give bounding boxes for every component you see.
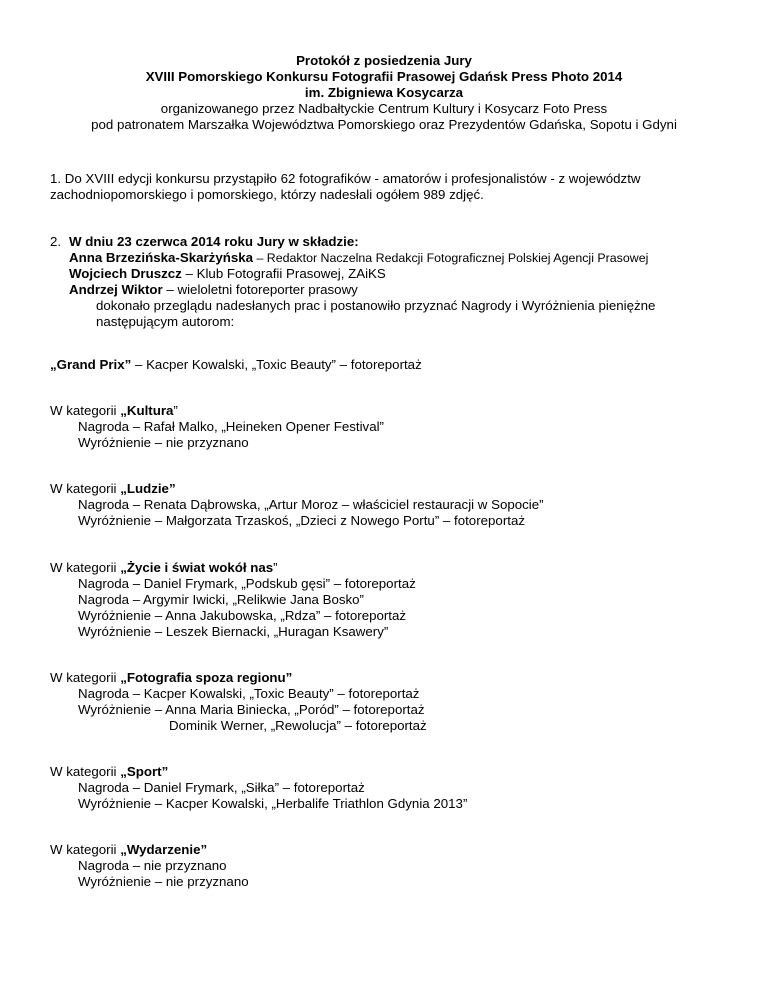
jury-name-3: Andrzej Wiktor [69, 282, 163, 297]
award-entry: Wyróżnienie – Leszek Biernacki, „Huragan Ksawery” [78, 624, 389, 639]
jury-name-1: Anna Brzezińska-Skarżyńska [69, 250, 254, 265]
award-entry-continued: Dominik Werner, „Rewolucja” – fotoreportaż [169, 718, 427, 733]
award-entry: Nagroda – Kacper Kowalski, „Toxic Beauty” – fotoreportaż [78, 686, 420, 701]
para2-number: 2. [50, 234, 62, 249]
para2-intro: W dniu 23 czerwca 2014 roku Jury w składzie: [69, 234, 359, 249]
award-entry: Wyróżnienie – Małgorzata Trzaskoś, „Dzieci z Nowego Portu” – fotoreportaż [78, 513, 525, 528]
patronage-line: pod patronatem Marszałka Województwa Pomorskiego oraz Prezydentów Gdańska, Sopotu i Gdyni [91, 117, 677, 132]
category-heading-spoza-regionu [50, 670, 292, 686]
award-entry: Wyróżnienie – Anna Maria Biniecka, „Poród” – fotoreportaż [78, 702, 425, 717]
award-entry: Nagroda – Daniel Frymark, „Podskub gęsi” – fotoreportaż [78, 576, 416, 591]
grand-prix [50, 357, 422, 373]
title-line-2: XVIII Pomorskiego Konkursu Fotografii Prasowej Gdańsk Press Photo 2014 [145, 69, 623, 84]
category-prefix: W kategorii [50, 670, 121, 685]
category-heading-kultura [50, 403, 178, 419]
category-name: „Ludzie” [120, 481, 176, 496]
title-line-3: im. Zbigniewa Kosycarza [304, 85, 464, 100]
category-heading-wydarzenie [50, 842, 207, 858]
award-entry: Nagroda – Renata Dąbrowska, „Artur Moroz – właściciel restauracji w Sopocie” [78, 497, 544, 512]
award-entry: Nagroda – Rafał Malko, „Heineken Opener Festival” [78, 419, 384, 434]
award-entry: Nagroda – nie przyznano [78, 858, 227, 873]
jury-role-3: – wieloletni fotoreporter prasowy [162, 282, 358, 297]
award-entry: Nagroda – Daniel Frymark, „Siłka” – fotoreportaż [78, 780, 365, 795]
para1-line-1: 1. Do XVIII edycji konkursu przystąpiło 62 fotografików - amatorów i profesjonalistów - z województw [50, 171, 641, 186]
title-line-1: Protokół z posiedzenia Jury [296, 53, 472, 68]
category-name: „Fotografia spoza regionu” [120, 670, 293, 685]
grand-prix-label: „Grand Prix” [50, 357, 132, 372]
jury-role-2: – Klub Fotografii Prasowej, ZAiKS [181, 266, 386, 281]
category-name: „Życie i świat wokół nas [120, 560, 274, 575]
document-header [0, 53, 768, 133]
jury-role-1: – Redaktor Naczelna Redakcji Fotograficznej Polskiej Agencji Prasowej [253, 251, 649, 265]
grand-prix-text: – Kacper Kowalski, „Toxic Beauty” – fotoreportaż [131, 357, 422, 372]
category-prefix: W kategorii [50, 842, 121, 857]
category-heading-ludzie [50, 481, 176, 497]
category-heading-sport [50, 764, 168, 780]
jury-member-1 [69, 250, 648, 266]
category-name: „Wydarzenie” [120, 842, 208, 857]
category-prefix: W kategorii [50, 560, 121, 575]
category-name: „Sport” [120, 764, 169, 779]
jury-member-2 [69, 266, 386, 282]
jury-member-3 [69, 282, 358, 298]
decision-line-1: dokonało przeglądu nadesłanych prac i postanowiło przyznać Nagrody i Wyróżnienia pieniężne [96, 298, 656, 313]
category-heading-zycie [50, 560, 278, 576]
award-entry: Wyróżnienie – Anna Jakubowska, „Rdza” – fotoreportaż [78, 608, 407, 623]
category-prefix: W kategorii [50, 481, 121, 496]
category-name: „Kultura [120, 403, 174, 418]
decision-line-2: następującym autorom: [96, 314, 235, 329]
category-prefix: W kategorii [50, 764, 121, 779]
jury-name-2: Wojciech Druszcz [69, 266, 182, 281]
category-prefix: W kategorii [50, 403, 121, 418]
category-suffix: ” [273, 560, 278, 575]
organizer-line: organizowanego przez Nadbałtyckie Centrum Kultury i Kosycarz Foto Press [160, 101, 608, 116]
award-entry: Wyróżnienie – nie przyznano [78, 435, 249, 450]
award-entry: Wyróżnienie – nie przyznano [78, 874, 249, 889]
category-suffix: ” [173, 403, 178, 418]
award-entry: Wyróżnienie – Kacper Kowalski, „Herbalife Triathlon Gdynia 2013” [78, 796, 468, 811]
award-entry: Nagroda – Argymir Iwicki, „Relikwie Jana Bosko” [78, 592, 364, 607]
para1-line-2: zachodniopomorskiego i pomorskiego, którzy nadesłali ogółem 989 zdjęć. [50, 187, 484, 202]
